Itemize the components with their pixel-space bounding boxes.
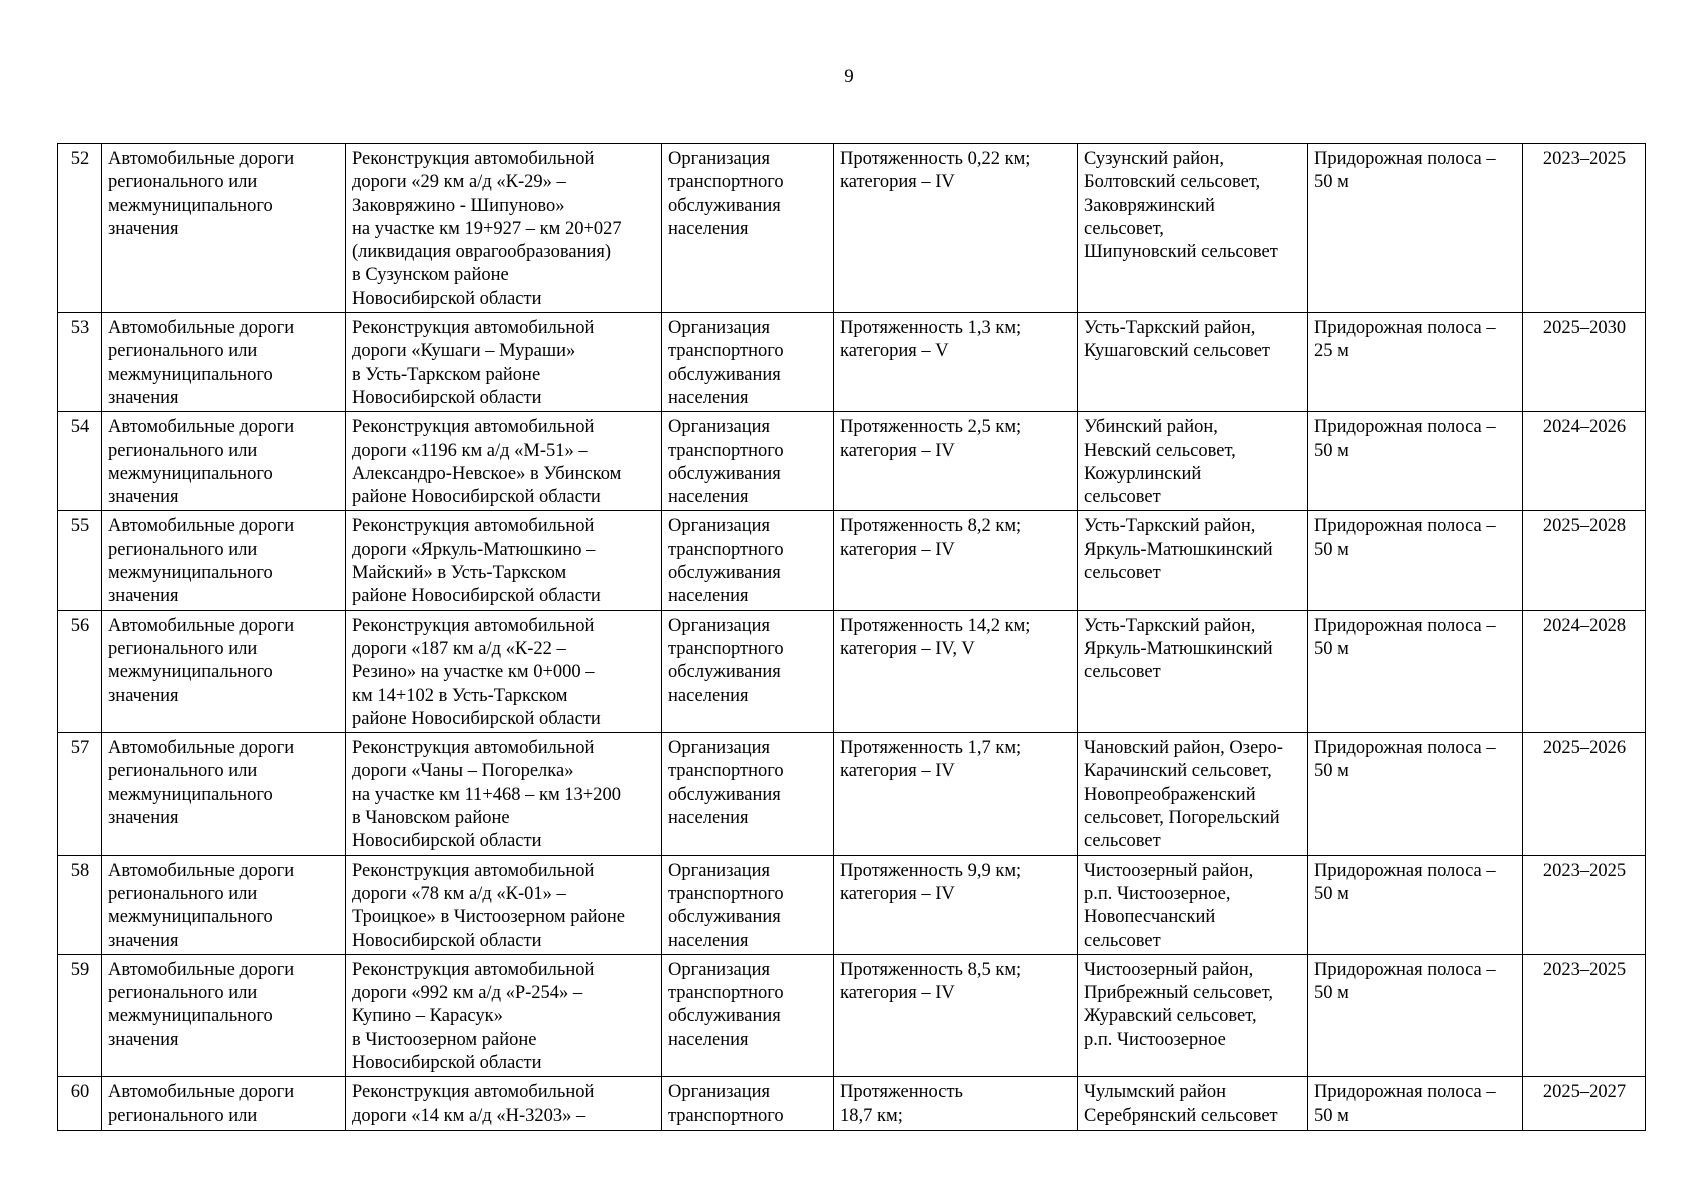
years-cell: 2025–2028 <box>1523 511 1646 610</box>
characteristics-cell: Протяженность 14,2 км; категория – IV, V <box>834 610 1078 732</box>
characteristics-cell: Протяженность 8,2 км; категория – IV <box>834 511 1078 610</box>
table-row <box>58 412 1646 511</box>
object-name-cell: Реконструкция автомобильной дороги «14 км а/д «Н-3203» – <box>346 1077 662 1131</box>
purpose-cell: Организация транспортного обслуживания населения <box>662 610 834 732</box>
object-type-cell: Автомобильные дороги регионального или межмуниципального значения <box>102 144 346 313</box>
object-type-cell: Автомобильные дороги регионального или межмуниципального значения <box>102 610 346 732</box>
object-type-cell: Автомобильные дороги регионального или межмуниципального значения <box>102 954 346 1076</box>
location-cell: Чановский район, Озеро- Карачинский сельсовет, Новопреображенский сельсовет, Погорельский сельсовет <box>1078 733 1308 855</box>
purpose-cell: Организация транспортного обслуживания населения <box>662 412 834 511</box>
characteristics-cell: Протяженность 0,22 км; категория – IV <box>834 144 1078 313</box>
row-number: 55 <box>58 511 102 610</box>
object-name-cell: Реконструкция автомобильной дороги «Кушаги – Мураши» в Усть-Таркском районе Новосибирской области <box>346 313 662 412</box>
purpose-cell: Организация транспортного <box>662 1077 834 1131</box>
row-number: 60 <box>58 1077 102 1131</box>
years-cell: 2025–2027 <box>1523 1077 1646 1131</box>
purpose-cell: Организация транспортного обслуживания населения <box>662 511 834 610</box>
table-row <box>58 144 1646 313</box>
table-row <box>58 511 1646 610</box>
location-cell: Сузунский район, Болтовский сельсовет, Заковряжинский сельсовет, Шипуновский сельсовет <box>1078 144 1308 313</box>
table-row <box>58 954 1646 1076</box>
characteristics-cell: Протяженность 9,9 км; категория – IV <box>834 855 1078 954</box>
years-cell: 2023–2025 <box>1523 855 1646 954</box>
location-cell: Чулымский район Серебрянский сельсовет <box>1078 1077 1308 1131</box>
object-name-cell: Реконструкция автомобильной дороги «78 км а/д «К-01» – Троицкое» в Чистоозерном районе Новосибирской области <box>346 855 662 954</box>
object-type-cell: Автомобильные дороги регионального или межмуниципального значения <box>102 511 346 610</box>
row-number: 57 <box>58 733 102 855</box>
table-row <box>58 855 1646 954</box>
zone-cell: Придорожная полоса – 25 м <box>1308 313 1523 412</box>
zone-cell: Придорожная полоса – 50 м <box>1308 412 1523 511</box>
zone-cell: Придорожная полоса – 50 м <box>1308 610 1523 732</box>
location-cell: Чистоозерный район, р.п. Чистоозерное, Новопесчанский сельсовет <box>1078 855 1308 954</box>
row-number: 52 <box>58 144 102 313</box>
zone-cell: Придорожная полоса – 50 м <box>1308 1077 1523 1131</box>
object-type-cell: Автомобильные дороги регионального или межмуниципального значения <box>102 733 346 855</box>
purpose-cell: Организация транспортного обслуживания населения <box>662 733 834 855</box>
object-name-cell: Реконструкция автомобильной дороги «Чаны – Погорелка» на участке км 11+468 – км 13+200 в Чановском районе Новосибирской области <box>346 733 662 855</box>
zone-cell: Придорожная полоса – 50 м <box>1308 855 1523 954</box>
characteristics-cell: Протяженность 8,5 км; категория – IV <box>834 954 1078 1076</box>
table-row <box>58 1077 1646 1131</box>
characteristics-cell: Протяженность 1,7 км; категория – IV <box>834 733 1078 855</box>
object-name-cell: Реконструкция автомобильной дороги «992 км а/д «Р-254» – Купино – Карасук» в Чистоозерном районе Новосибирской области <box>346 954 662 1076</box>
years-cell: 2023–2025 <box>1523 144 1646 313</box>
years-cell: 2024–2026 <box>1523 412 1646 511</box>
object-name-cell: Реконструкция автомобильной дороги «29 км а/д «К-29» – Заковряжино - Шипуново» на участке км 19+927 – км 20+027 (ликвидация оврагообразования) в Сузунском районе Новосибирской области <box>346 144 662 313</box>
row-number: 53 <box>58 313 102 412</box>
years-cell: 2025–2030 <box>1523 313 1646 412</box>
object-type-cell: Автомобильные дороги регионального или межмуниципального значения <box>102 313 346 412</box>
purpose-cell: Организация транспортного обслуживания населения <box>662 313 834 412</box>
characteristics-cell: Протяженность 18,7 км; <box>834 1077 1078 1131</box>
location-cell: Усть-Таркский район, Яркуль-Матюшкинский сельсовет <box>1078 511 1308 610</box>
object-type-cell: Автомобильные дороги регионального или межмуниципального значения <box>102 855 346 954</box>
characteristics-cell: Протяженность 1,3 км; категория – V <box>834 313 1078 412</box>
object-name-cell: Реконструкция автомобильной дороги «1196 км а/д «М-51» – Александро-Невское» в Убинском районе Новосибирской области <box>346 412 662 511</box>
table-row <box>58 313 1646 412</box>
location-cell: Усть-Таркский район, Яркуль-Матюшкинский сельсовет <box>1078 610 1308 732</box>
zone-cell: Придорожная полоса – 50 м <box>1308 954 1523 1076</box>
row-number: 54 <box>58 412 102 511</box>
characteristics-cell: Протяженность 2,5 км; категория – IV <box>834 412 1078 511</box>
location-cell: Усть-Таркский район, Кушаговский сельсовет <box>1078 313 1308 412</box>
years-cell: 2025–2026 <box>1523 733 1646 855</box>
table-row <box>58 610 1646 732</box>
row-number: 58 <box>58 855 102 954</box>
location-cell: Чистоозерный район, Прибрежный сельсовет, Журавский сельсовет, р.п. Чистоозерное <box>1078 954 1308 1076</box>
purpose-cell: Организация транспортного обслуживания населения <box>662 954 834 1076</box>
registry-table <box>57 143 1646 1131</box>
table-row <box>58 733 1646 855</box>
object-name-cell: Реконструкция автомобильной дороги «187 км а/д «К-22 – Резино» на участке км 0+000 – км 14+102 в Усть-Таркском районе Новосибирской области <box>346 610 662 732</box>
object-name-cell: Реконструкция автомобильной дороги «Яркуль-Матюшкино – Майский» в Усть-Таркском районе Новосибирской области <box>346 511 662 610</box>
zone-cell: Придорожная полоса – 50 м <box>1308 144 1523 313</box>
zone-cell: Придорожная полоса – 50 м <box>1308 511 1523 610</box>
years-cell: 2024–2028 <box>1523 610 1646 732</box>
object-type-cell: Автомобильные дороги регионального или <box>102 1077 346 1131</box>
object-type-cell: Автомобильные дороги регионального или межмуниципального значения <box>102 412 346 511</box>
row-number: 56 <box>58 610 102 732</box>
purpose-cell: Организация транспортного обслуживания населения <box>662 855 834 954</box>
row-number: 59 <box>58 954 102 1076</box>
page-number: 9 <box>844 66 854 87</box>
purpose-cell: Организация транспортного обслуживания населения <box>662 144 834 313</box>
years-cell: 2023–2025 <box>1523 954 1646 1076</box>
location-cell: Убинский район, Невский сельсовет, Кожурлинский сельсовет <box>1078 412 1308 511</box>
zone-cell: Придорожная полоса – 50 м <box>1308 733 1523 855</box>
